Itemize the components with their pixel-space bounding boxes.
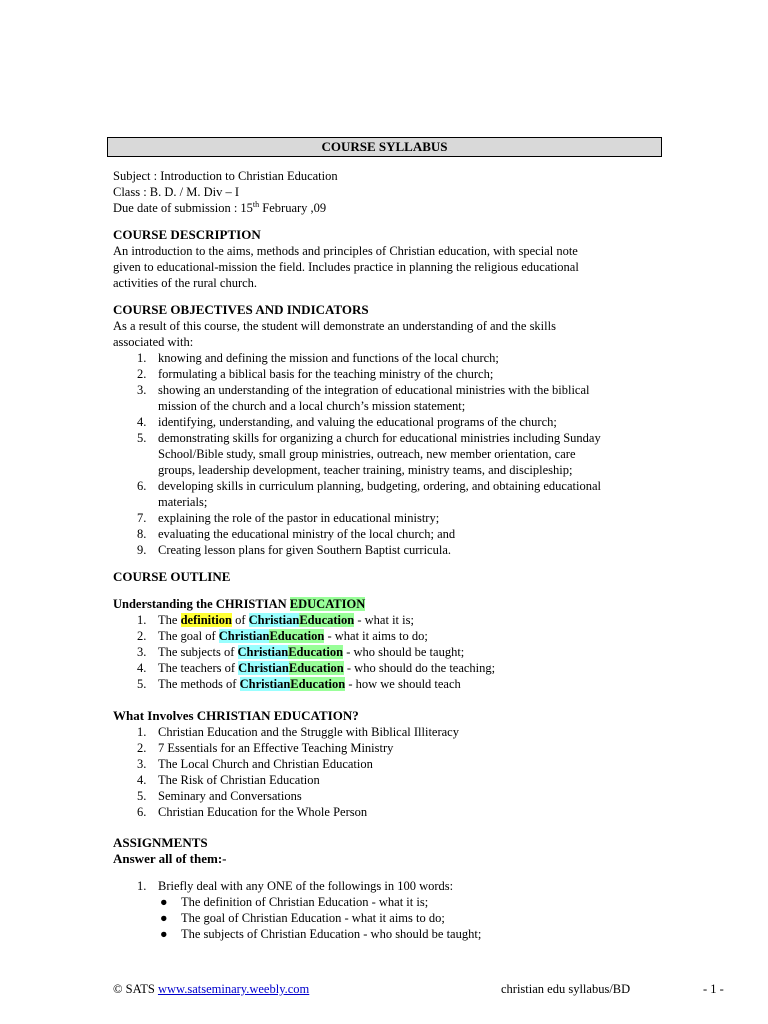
description-heading: COURSE DESCRIPTION	[113, 227, 261, 242]
list-item-text: Christian Education and the Struggle with Biblical Illiteracy	[158, 725, 459, 739]
highlight-christian: Christian	[237, 645, 289, 659]
highlight-education: Education	[288, 645, 344, 659]
highlight-christian: Christian	[238, 661, 289, 675]
list-item	[113, 430, 673, 478]
list-number: 4.	[137, 661, 147, 675]
assignments-list	[113, 878, 673, 894]
bullet-icon: ●	[160, 927, 168, 941]
list-number: 2.	[137, 741, 147, 755]
highlight-christian: Christian	[239, 677, 291, 691]
outline-heading: COURSE OUTLINE	[113, 569, 231, 584]
list-item	[113, 510, 673, 526]
bullet-icon: ●	[160, 895, 168, 909]
list-number: 4.	[137, 773, 147, 787]
list-item	[113, 350, 673, 366]
list-item-text: formulating a biblical basis for the teaching ministry of the church;	[158, 367, 494, 381]
footer-left	[113, 981, 309, 997]
due-date-line	[113, 200, 326, 216]
list-item-text: Seminary and Conversations	[158, 789, 302, 803]
item-prefix: The teachers of	[158, 661, 239, 675]
list-number: 3.	[137, 645, 147, 659]
list-item-text: The Risk of Christian Education	[158, 773, 320, 787]
objectives-list	[113, 350, 673, 558]
list-number: 3.	[137, 757, 147, 771]
list-item-text: showing an understanding of the integration of educational ministries with the biblical	[158, 383, 590, 397]
list-number: 6.	[137, 805, 147, 819]
item-prefix: The	[158, 613, 181, 627]
list-number: 5.	[137, 789, 147, 803]
list-item-text: 7 Essentials for an Effective Teaching Ministry	[158, 741, 394, 755]
list-number: 4.	[137, 415, 147, 429]
item-prefix: The subjects of	[158, 645, 238, 659]
item-suffix: - who should do the teaching;	[343, 661, 496, 675]
list-item-text: Creating lesson plans for given Southern Baptist curricula.	[158, 543, 451, 557]
description-line: activities of the rural church.	[113, 276, 258, 290]
list-number: 1.	[137, 879, 147, 893]
list-number: 9.	[137, 543, 147, 557]
highlight-education: Education	[269, 629, 325, 643]
list-item	[113, 478, 673, 510]
list-item	[113, 756, 673, 772]
bullet-text: The subjects of Christian Education - who should be taught;	[181, 927, 482, 941]
list-item	[113, 772, 673, 788]
list-item-text: groups, leadership development, teacher training, ministry teams, and discipleship;	[158, 463, 573, 477]
list-item	[113, 740, 673, 756]
bullet-text: The definition of Christian Education - what it is;	[181, 895, 429, 909]
due-date-sup: th	[252, 199, 260, 209]
outline-list-involves	[113, 724, 673, 820]
item-suffix: - what it aims to do;	[324, 629, 428, 643]
website-link[interactable]: www.satseminary.weebly.com	[157, 982, 310, 996]
outline-sub1-heading	[113, 596, 365, 612]
list-item	[113, 788, 673, 804]
list-item	[113, 366, 673, 382]
description-line: given to educational-mission the field. Includes practice in planning the religious educational	[113, 260, 579, 274]
list-item	[113, 644, 673, 660]
class-line: Class : B. D. / M. Div – I	[113, 185, 240, 199]
list-item	[113, 526, 673, 542]
outline-sub1-prefix: Understanding the CHRISTIAN	[113, 597, 290, 611]
assignments-heading: ASSIGNMENTS	[113, 835, 208, 850]
list-item-text: demonstrating skills for organizing a church for educational ministries including Sunday	[158, 431, 601, 445]
list-item	[113, 382, 673, 414]
list-item-text: Christian Education for the Whole Person	[158, 805, 368, 819]
subject-line: Subject : Introduction to Christian Education	[113, 169, 338, 183]
list-item-text: knowing and defining the mission and functions of the local church;	[158, 351, 499, 365]
list-item	[113, 660, 673, 676]
list-number: 2.	[137, 367, 147, 381]
highlight-christian: Christian	[218, 629, 270, 643]
item-suffix: - how we should teach	[345, 677, 461, 691]
list-item	[113, 612, 673, 628]
highlight-christian: Christian	[248, 613, 300, 627]
assignment-text: Briefly deal with any ONE of the followings in 100 words:	[158, 879, 454, 893]
list-number: 1.	[137, 725, 147, 739]
due-date-prefix: Due date of submission : 15	[113, 201, 253, 215]
list-item-text: The Local Church and Christian Education	[158, 757, 373, 771]
list-item-text: School/Bible study, small group ministries, outreach, new member orientation, care	[158, 447, 576, 461]
assignment-bullets	[113, 894, 481, 942]
list-item	[113, 542, 673, 558]
highlight-education: Education	[288, 661, 344, 675]
page-title: COURSE SYLLABUS	[107, 137, 662, 157]
list-number: 8.	[137, 527, 147, 541]
item-prefix: The methods of	[158, 677, 240, 691]
list-number: 6.	[137, 479, 147, 493]
outline-sub1-highlight: EDUCATION	[289, 597, 366, 611]
objectives-intro: associated with:	[113, 335, 194, 349]
bullet-icon: ●	[160, 911, 168, 925]
bullet-text: The goal of Christian Education - what it aims to do;	[181, 911, 445, 925]
list-item-text: mission of the church and a local church’s mission statement;	[158, 399, 466, 413]
list-number: 7.	[137, 511, 147, 525]
bullet-item	[113, 894, 481, 910]
highlight-education: Education	[299, 613, 355, 627]
page-number: - 1 -	[703, 982, 724, 996]
outline-sub2-heading: What Involves CHRISTIAN EDUCATION?	[113, 708, 359, 723]
list-item-text: identifying, understanding, and valuing the educational programs of the church;	[158, 415, 557, 429]
list-item	[113, 724, 673, 740]
list-number: 1.	[137, 351, 147, 365]
bullet-item	[113, 926, 481, 942]
item-prefix: The goal of	[158, 629, 219, 643]
list-number: 5.	[137, 431, 147, 445]
bullet-item	[113, 910, 481, 926]
list-number: 2.	[137, 629, 147, 643]
list-item-text: explaining the role of the pastor in educational ministry;	[158, 511, 440, 525]
list-item-text: materials;	[158, 495, 208, 509]
list-number: 3.	[137, 383, 147, 397]
item-mid: of	[231, 613, 249, 627]
list-number: 5.	[137, 677, 147, 691]
objectives-heading: COURSE OBJECTIVES AND INDICATORS	[113, 302, 369, 317]
list-item	[113, 414, 673, 430]
item-suffix: - who should be taught;	[343, 645, 465, 659]
list-item	[113, 628, 673, 644]
footer-doc-name: christian edu syllabus/BD	[501, 982, 631, 996]
assignments-instruction: Answer all of them:-	[113, 851, 227, 866]
list-item	[113, 804, 673, 820]
list-item	[113, 676, 673, 692]
due-date-suffix: February ,09	[259, 201, 327, 215]
highlight-definition: definition	[180, 613, 232, 627]
list-item	[113, 878, 673, 894]
outline-list-understanding	[113, 612, 673, 692]
list-item-text: developing skills in curriculum planning, budgeting, ordering, and obtaining educational	[158, 479, 601, 493]
list-number: 1.	[137, 613, 147, 627]
description-line: An introduction to the aims, methods and principles of Christian education, with special note	[113, 244, 578, 258]
highlight-education: Education	[290, 677, 346, 691]
objectives-intro: As a result of this course, the student will demonstrate an understanding of and the skills	[113, 319, 556, 333]
item-suffix: - what it is;	[354, 613, 414, 627]
list-item-text: evaluating the educational ministry of the local church; and	[158, 527, 456, 541]
copyright-text: © SATS	[113, 982, 158, 996]
